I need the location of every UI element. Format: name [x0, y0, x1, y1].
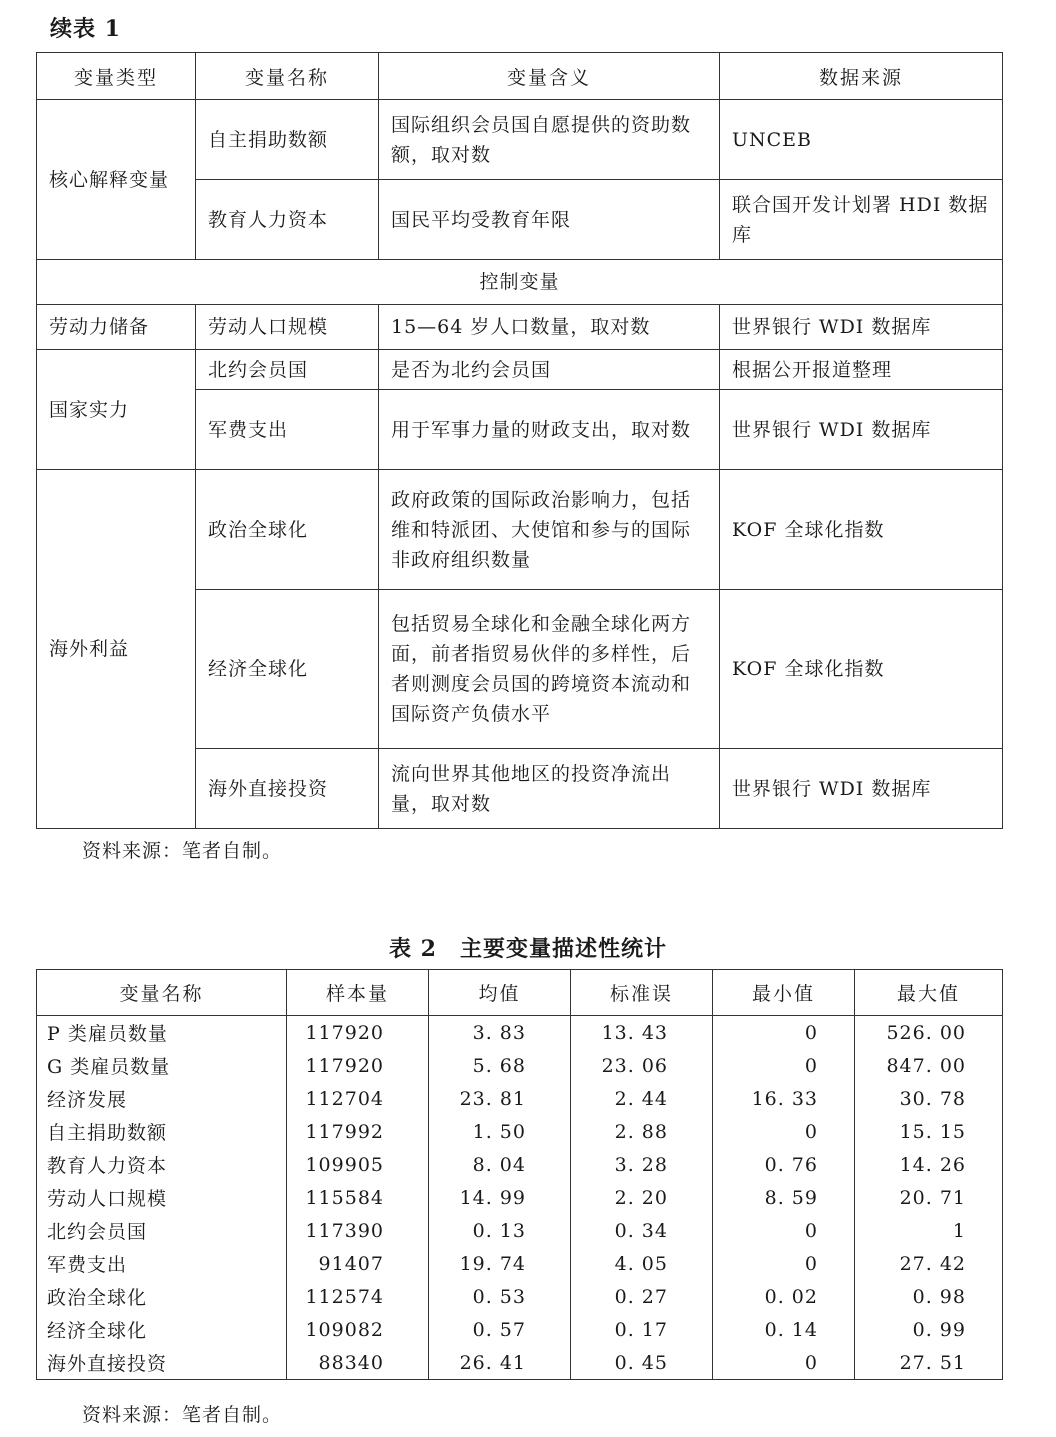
- max-cell: 0. 98: [855, 1280, 1003, 1313]
- stat-name-cell: 军费支出: [37, 1247, 287, 1280]
- min-cell: 0. 76: [713, 1148, 855, 1181]
- min-cell: 0: [713, 1049, 855, 1082]
- control-variable-row: [37, 260, 1003, 305]
- variable-meaning-cell: 国民平均受教育年限: [379, 180, 720, 260]
- variable-meaning-cell: 15—64 岁人口数量，取对数: [379, 305, 720, 350]
- table-row: [37, 1214, 1003, 1247]
- sample-size-cell: 117920: [287, 1049, 429, 1082]
- variable-meaning-cell: 包括贸易全球化和金融全球化两方面，前者指贸易伙伴的多样性，后者则测度会员国的跨境资本流动和国际资产负债水平: [379, 590, 720, 749]
- std-error-cell: 0. 17: [571, 1313, 713, 1346]
- header-sample-size: 样本量: [287, 970, 429, 1016]
- min-cell: 8. 59: [713, 1181, 855, 1214]
- mean-cell: 3. 83: [429, 1016, 571, 1050]
- std-error-cell: 0. 34: [571, 1214, 713, 1247]
- header-variable-name: 变量名称: [196, 53, 379, 100]
- table-row: [37, 305, 1003, 350]
- stat-name-cell: 自主捐助数额: [37, 1115, 287, 1148]
- stat-name-cell: 海外直接投资: [37, 1346, 287, 1380]
- table1-source-note: 资料来源：笔者自制。: [82, 840, 283, 862]
- max-cell: 20. 71: [855, 1181, 1003, 1214]
- variable-name-cell: 政治全球化: [196, 470, 379, 590]
- variable-name-cell: 海外直接投资: [196, 749, 379, 829]
- mean-cell: 26. 41: [429, 1346, 571, 1380]
- descriptive-statistics-table: [36, 969, 1003, 1380]
- table1-title: 续表 1: [50, 16, 121, 42]
- variable-meaning-cell: 流向世界其他地区的投资净流出量，取对数: [379, 749, 720, 829]
- mean-cell: 8. 04: [429, 1148, 571, 1181]
- stat-name-cell: P 类雇员数量: [37, 1016, 287, 1050]
- max-cell: 0. 99: [855, 1313, 1003, 1346]
- data-source-cell: 世界银行 WDI 数据库: [720, 390, 1003, 470]
- std-error-cell: 23. 06: [571, 1049, 713, 1082]
- variable-type-cell: 海外利益: [37, 470, 196, 829]
- sample-size-cell: 117390: [287, 1214, 429, 1247]
- mean-cell: 0. 53: [429, 1280, 571, 1313]
- variable-type-cell: 国家实力: [37, 350, 196, 470]
- table-row: [37, 470, 1003, 590]
- sample-size-cell: 117992: [287, 1115, 429, 1148]
- table2-source-note: 资料来源：笔者自制。: [82, 1404, 283, 1426]
- std-error-cell: 4. 05: [571, 1247, 713, 1280]
- std-error-cell: 0. 45: [571, 1346, 713, 1380]
- header-variable-name: 变量名称: [37, 970, 287, 1016]
- data-source-cell: 联合国开发计划署 HDI 数据库: [720, 180, 1003, 260]
- variable-meaning-cell: 政府政策的国际政治影响力，包括维和特派团、大使馆和参与的国际非政府组织数量: [379, 470, 720, 590]
- std-error-cell: 3. 28: [571, 1148, 713, 1181]
- header-mean: 均值: [429, 970, 571, 1016]
- table-row: [37, 1016, 1003, 1050]
- stat-name-cell: 教育人力资本: [37, 1148, 287, 1181]
- sample-size-cell: 112704: [287, 1082, 429, 1115]
- sample-size-cell: 115584: [287, 1181, 429, 1214]
- header-min: 最小值: [713, 970, 855, 1016]
- max-cell: 526. 00: [855, 1016, 1003, 1050]
- min-cell: 0: [713, 1016, 855, 1050]
- min-cell: 0: [713, 1115, 855, 1148]
- sample-size-cell: 91407: [287, 1247, 429, 1280]
- max-cell: 14. 26: [855, 1148, 1003, 1181]
- table-row: [37, 1181, 1003, 1214]
- mean-cell: 23. 81: [429, 1082, 571, 1115]
- mean-cell: 0. 13: [429, 1214, 571, 1247]
- std-error-cell: 0. 27: [571, 1280, 713, 1313]
- table-row: [37, 350, 1003, 390]
- table-row: [37, 1313, 1003, 1346]
- stat-name-cell: 政治全球化: [37, 1280, 287, 1313]
- stat-name-cell: G 类雇员数量: [37, 1049, 287, 1082]
- sample-size-cell: 112574: [287, 1280, 429, 1313]
- data-source-cell: UNCEB: [720, 100, 1003, 180]
- min-cell: 0. 14: [713, 1313, 855, 1346]
- min-cell: 16. 33: [713, 1082, 855, 1115]
- min-cell: 0. 02: [713, 1280, 855, 1313]
- variable-definition-table: [36, 52, 1003, 829]
- variable-name-cell: 经济全球化: [196, 590, 379, 749]
- variable-meaning-cell: 国际组织会员国自愿提供的资助数额，取对数: [379, 100, 720, 180]
- control-variable-label: 控制变量: [37, 260, 1003, 305]
- std-error-cell: 2. 88: [571, 1115, 713, 1148]
- sample-size-cell: 109905: [287, 1148, 429, 1181]
- table2-header-row: [37, 970, 1003, 1016]
- table-row: [37, 1049, 1003, 1082]
- header-variable-type: 变量类型: [37, 53, 196, 100]
- stat-name-cell: 劳动人口规模: [37, 1181, 287, 1214]
- table-row: [37, 1280, 1003, 1313]
- std-error-cell: 2. 20: [571, 1181, 713, 1214]
- variable-meaning-cell: 用于军事力量的财政支出，取对数: [379, 390, 720, 470]
- variable-name-cell: 劳动人口规模: [196, 305, 379, 350]
- header-variable-meaning: 变量含义: [379, 53, 720, 100]
- min-cell: 0: [713, 1346, 855, 1380]
- max-cell: 847. 00: [855, 1049, 1003, 1082]
- max-cell: 15. 15: [855, 1115, 1003, 1148]
- std-error-cell: 2. 44: [571, 1082, 713, 1115]
- variable-name-cell: 北约会员国: [196, 350, 379, 390]
- variable-name-cell: 军费支出: [196, 390, 379, 470]
- mean-cell: 0. 57: [429, 1313, 571, 1346]
- max-cell: 30. 78: [855, 1082, 1003, 1115]
- data-source-cell: 世界银行 WDI 数据库: [720, 749, 1003, 829]
- mean-cell: 19. 74: [429, 1247, 571, 1280]
- variable-meaning-cell: 是否为北约会员国: [379, 350, 720, 390]
- data-source-cell: 根据公开报道整理: [720, 350, 1003, 390]
- variable-type-cell: 劳动力储备: [37, 305, 196, 350]
- table-row: [37, 1148, 1003, 1181]
- max-cell: 27. 51: [855, 1346, 1003, 1380]
- table-row: [37, 1115, 1003, 1148]
- variable-name-cell: 自主捐助数额: [196, 100, 379, 180]
- min-cell: 0: [713, 1214, 855, 1247]
- sample-size-cell: 88340: [287, 1346, 429, 1380]
- table-row: [37, 1082, 1003, 1115]
- table-row: [37, 1346, 1003, 1380]
- data-source-cell: 世界银行 WDI 数据库: [720, 305, 1003, 350]
- header-data-source: 数据来源: [720, 53, 1003, 100]
- header-std-error: 标准误: [571, 970, 713, 1016]
- data-source-cell: KOF 全球化指数: [720, 590, 1003, 749]
- stat-name-cell: 经济发展: [37, 1082, 287, 1115]
- table-row: [37, 100, 1003, 180]
- stat-name-cell: 北约会员国: [37, 1214, 287, 1247]
- header-max: 最大值: [855, 970, 1003, 1016]
- min-cell: 0: [713, 1247, 855, 1280]
- mean-cell: 5. 68: [429, 1049, 571, 1082]
- max-cell: 1: [855, 1214, 1003, 1247]
- mean-cell: 1. 50: [429, 1115, 571, 1148]
- stat-name-cell: 经济全球化: [37, 1313, 287, 1346]
- sample-size-cell: 117920: [287, 1016, 429, 1050]
- std-error-cell: 13. 43: [571, 1016, 713, 1050]
- mean-cell: 14. 99: [429, 1181, 571, 1214]
- variable-type-cell: 核心解释变量: [37, 100, 196, 260]
- table-row: [37, 1247, 1003, 1280]
- variable-name-cell: 教育人力资本: [196, 180, 379, 260]
- sample-size-cell: 109082: [287, 1313, 429, 1346]
- max-cell: 27. 42: [855, 1247, 1003, 1280]
- table2-title: 表 2 主要变量描述性统计: [389, 936, 667, 962]
- table1-header-row: [37, 53, 1003, 100]
- data-source-cell: KOF 全球化指数: [720, 470, 1003, 590]
